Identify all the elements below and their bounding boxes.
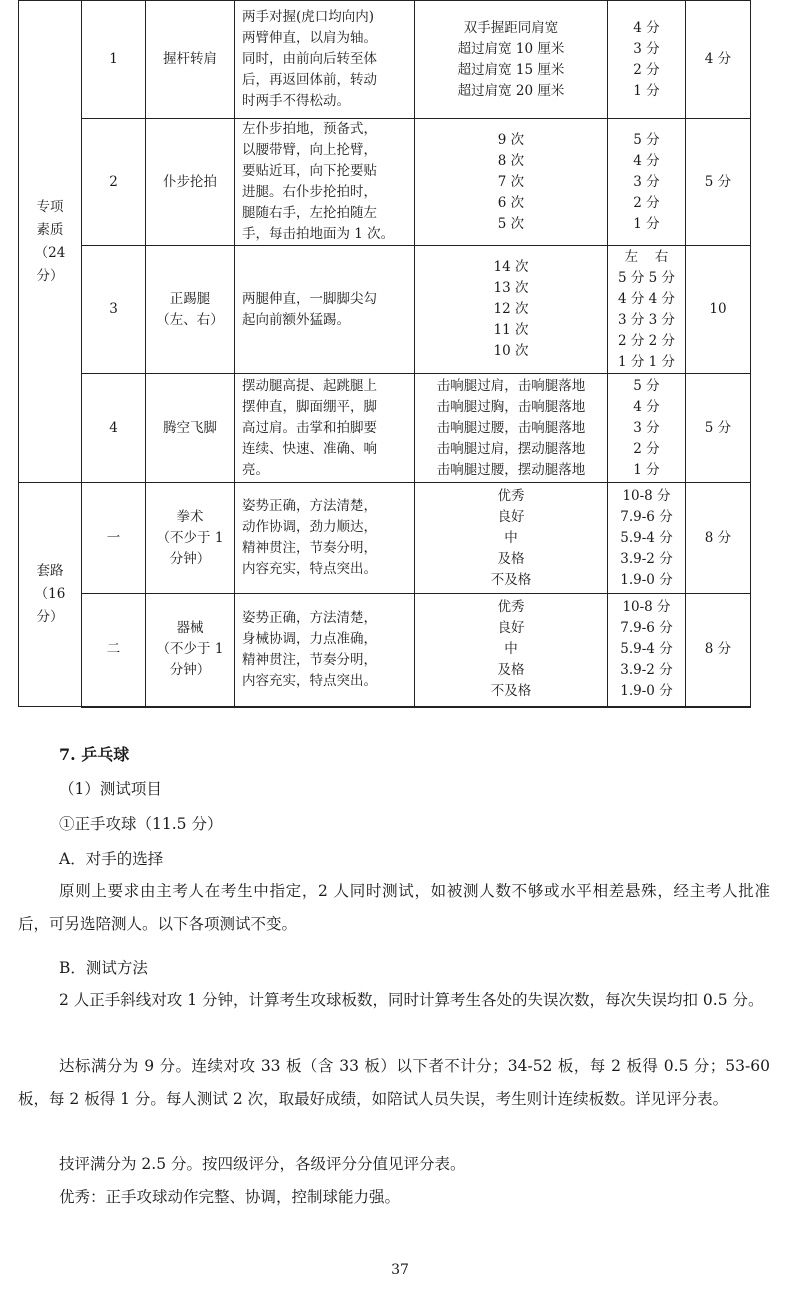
points-cell-line: 10-8 分 (622, 599, 671, 616)
criteria-cell-line: 13 次 (493, 280, 529, 296)
subheading-method: B．测试方法 (59, 959, 148, 977)
item-description-line: 两臂伸直，以肩为轴。 (242, 30, 377, 46)
criteria-cell-line: 中 (504, 641, 518, 658)
points-cell-line: 2 分 (633, 61, 660, 78)
points-right: 1 分 (648, 353, 676, 370)
category-cell-line: 专项 (36, 198, 64, 215)
item-description-line: 同时，由前向后转至体 (242, 51, 377, 67)
points-cell-line: 10-8 分 (622, 487, 671, 504)
item-number: 4 (82, 374, 146, 483)
points-header (608, 247, 685, 268)
item-description-line: 动作协调，劲力顺达， (242, 519, 377, 535)
points-cell-line: 1 分 (633, 461, 660, 478)
item-number: 2 (82, 119, 146, 246)
points-right: 4 分 (648, 290, 676, 307)
item-name-line: （不少于 1 (156, 641, 224, 658)
points-cell (608, 594, 686, 707)
criteria-cell-line: 双手握距同肩宽 (463, 19, 559, 36)
criteria-cell-line: 及格 (497, 662, 525, 679)
criteria-cell-line: 超过肩宽 20 厘米 (457, 82, 565, 99)
item-description-line: 时两手不得松动。 (242, 93, 350, 109)
criteria-cell-line: 8 次 (497, 152, 525, 169)
criteria-cell-line: 优秀 (497, 599, 525, 616)
paragraph-excellent: 优秀：正手攻球动作完整、协调，控制球能力强。 (59, 1188, 401, 1206)
total-points: 8 分 (686, 483, 751, 594)
item-number: 一 (82, 483, 146, 594)
item-description-line: 连续、快速、准确、响 (242, 440, 377, 457)
item-name-line: 握杆转肩 (163, 51, 217, 67)
criteria-cell-line: 中 (504, 529, 518, 546)
table-row (19, 1, 751, 119)
points-right: 2 分 (648, 332, 676, 349)
section-heading: 7. 乒乓球 (59, 745, 130, 764)
subheading-opponent: A．对手的选择 (59, 850, 164, 868)
criteria-cell-line: 11 次 (493, 322, 529, 338)
item-description-line: 高过肩。击掌和拍脚要 (242, 419, 377, 436)
criteria-cell-line: 击响腿过胸，击响腿落地 (436, 398, 586, 415)
item-name-line: 分钟） (169, 662, 211, 679)
category-cell-line: （16 (34, 586, 66, 602)
criteria-cell-line: 击响腿过肩，击响腿落地 (436, 377, 586, 394)
points-cell-line: 7.9-6 分 (620, 620, 673, 637)
points-pair (608, 289, 685, 310)
points-pair (608, 310, 685, 331)
item-description (235, 374, 415, 483)
category-cell-line: （24 (34, 244, 66, 261)
item-description-line: 精神贯注，节奏分明， (242, 540, 377, 556)
points-cell-line: 3 分 (633, 40, 660, 57)
item-description-line: 进腿。右仆步抡拍时， (242, 184, 377, 200)
criteria-cell-line: 击响腿过腰，击响腿落地 (436, 419, 586, 436)
item-description-line: 以腰带臂，向上抡臂， (242, 142, 377, 158)
item-description-line: 腿随右手，左抡拍随左 (242, 205, 377, 221)
points-cell-line: 3 分 (633, 173, 660, 190)
item-description-line: 摆动腿高提、起跳腿上 (242, 377, 377, 394)
item-description-line: 后，再返回体前，转动 (242, 72, 377, 88)
points-left: 4 分 (617, 290, 645, 307)
criteria-cell-line: 优秀 (497, 487, 525, 504)
points-pair (608, 331, 685, 352)
paragraph-scoring: 达标满分为 9 分。连续对攻 33 板（含 33 板）以下者不计分；34-52 板，每 2 板得 0.5 分；53-60 板，每 2 板得 1 分。每人测试 2 次，取最好成绩，如陪试人员失误，考生则计连续板数。详见评分表。 (18, 1057, 770, 1108)
category-cell (19, 483, 82, 707)
points-header-left: 左 (624, 248, 639, 265)
criteria-cell-line: 超过肩宽 10 厘米 (457, 40, 565, 57)
paragraph-opponent: 原则上要求由主考人在考生中指定，2 人同时测试，如被测人数不够或水平相差悬殊，经主考人批准后，可另选陪测人。以下各项测试不变。 (18, 882, 770, 933)
item-description-line: 内容充实，特点突出。 (242, 561, 377, 577)
criteria-cell-line: 超过肩宽 15 厘米 (457, 61, 565, 78)
points-cell (608, 1, 686, 119)
item-name (146, 374, 235, 483)
item-name-line: （左、右） (156, 311, 224, 328)
criteria-cell-line: 12 次 (493, 301, 529, 317)
item-description-line: 姿势正确，方法清楚， (242, 498, 377, 514)
item-name-line: 正踢腿 (169, 290, 211, 307)
criteria-cell-line: 良好 (497, 620, 525, 637)
item-name-line: 腾空飞脚 (163, 419, 217, 436)
points-cell-line: 1.9-0 分 (620, 683, 673, 700)
table-row (19, 374, 751, 483)
item-description-line: 左仆步拍地，预备式， (242, 121, 377, 137)
points-cell-line: 4 分 (633, 19, 660, 36)
item-number: 1 (82, 1, 146, 119)
criteria-cell-line: 良好 (497, 508, 525, 525)
item-name (146, 119, 235, 246)
item-name (146, 594, 235, 707)
criteria-cell-line: 9 次 (497, 131, 525, 148)
page-number: 37 (391, 1262, 409, 1278)
item-name-line: 器械 (176, 620, 204, 637)
points-cell (608, 246, 686, 374)
total-points: 4 分 (686, 1, 751, 119)
points-cell-line: 5 分 (633, 377, 660, 394)
criteria-cell-line: 击响腿过腰，摆动腿落地 (436, 461, 586, 478)
criteria-cell-line: 14 次 (493, 259, 529, 275)
item-description (235, 246, 415, 374)
points-cell-line: 4 分 (633, 398, 660, 415)
item-description-line: 两手对握(虎口均向内) (242, 9, 375, 25)
item-description-line: 内容充实，特点突出。 (242, 672, 377, 689)
criteria-cell-line: 7 次 (497, 173, 525, 190)
item-name-line: 拳术 (176, 508, 204, 525)
total-points: 5 分 (686, 119, 751, 246)
points-cell-line: 4 分 (633, 152, 660, 169)
points-cell (608, 374, 686, 483)
category-cell-line: 分） (36, 267, 64, 284)
points-cell-line: 7.9-6 分 (620, 508, 673, 525)
item-description (235, 483, 415, 594)
paragraph-technique: 技评满分为 2.5 分。按四级评分，各级评分分值见评分表。 (59, 1155, 466, 1173)
item-description-line: 要贴近耳，向下抡要贴 (242, 163, 377, 179)
points-cell-line: 1.9-0 分 (620, 571, 673, 588)
item-description-line: 姿势正确，方法清楚， (242, 609, 377, 626)
item-number: 3 (82, 246, 146, 374)
points-cell-line: 2 分 (633, 440, 660, 457)
item-name (146, 246, 235, 374)
points-right: 5 分 (648, 269, 676, 286)
criteria-cell-line: 6 次 (497, 194, 525, 211)
points-left: 2 分 (617, 332, 645, 349)
points-cell-line: 3 分 (633, 419, 660, 436)
item-name-line: （不少于 1 (156, 529, 224, 546)
criteria-cell (415, 594, 608, 707)
item-description-line: 精神贯注，节奏分明， (242, 651, 377, 668)
paragraph-method: 2 人正手斜线对攻 1 分钟，计算考生攻球板数，同时计算考生各处的失误次数，每次失误均扣 0.5 分。 (59, 991, 764, 1009)
points-cell-line: 1 分 (633, 82, 660, 99)
item-description-line: 手，每击拍地面为 1 次。 (242, 226, 395, 242)
points-cell (608, 483, 686, 594)
item-name-line: 分钟） (169, 550, 211, 567)
item-number: 二 (82, 594, 146, 707)
points-left: 1 分 (617, 353, 645, 370)
criteria-cell-line: 不及格 (490, 571, 532, 588)
item-description (235, 119, 415, 246)
item-name (146, 483, 235, 594)
scoring-table (18, 0, 751, 708)
points-header-right: 右 (654, 248, 669, 265)
table-row (19, 119, 751, 246)
item-description-line: 两腿伸直，一脚脚尖勾 (242, 290, 377, 307)
total-points: 10 (686, 246, 751, 374)
points-left: 3 分 (617, 311, 645, 328)
item-description (235, 594, 415, 707)
points-left: 5 分 (617, 269, 645, 286)
table-row (19, 594, 751, 707)
points-pair (608, 268, 685, 289)
criteria-cell (415, 1, 608, 119)
points-cell-line: 5.9-4 分 (620, 529, 673, 546)
criteria-cell-line: 击响腿过肩，摆动腿落地 (436, 440, 586, 457)
criteria-cell (415, 246, 608, 374)
criteria-cell-line: 5 次 (497, 215, 525, 232)
item-name (146, 1, 235, 119)
category-cell-line: 套路 (36, 563, 64, 579)
criteria-cell-line: 10 次 (493, 343, 529, 359)
table-row (19, 483, 751, 594)
criteria-cell (415, 483, 608, 594)
criteria-cell (415, 374, 608, 483)
category-cell (19, 1, 82, 483)
criteria-cell-line: 不及格 (490, 683, 532, 700)
points-cell-line: 5 分 (633, 131, 660, 148)
criteria-cell (415, 119, 608, 246)
subheading-forehand: ①正手攻球（11.5 分） (59, 815, 223, 833)
points-cell-line: 3.9-2 分 (620, 662, 673, 679)
total-points: 5 分 (686, 374, 751, 483)
points-cell-line: 2 分 (633, 194, 660, 211)
item-description-line: 身械协调，力点准确， (242, 630, 377, 647)
criteria-cell-line: 及格 (497, 550, 525, 567)
points-pair (608, 352, 685, 373)
item-description-line: 亮。 (242, 461, 269, 478)
item-name-line: 仆步抡拍 (163, 173, 217, 190)
category-cell-line: 分） (36, 609, 64, 625)
table-row (19, 246, 751, 374)
total-points: 8 分 (686, 594, 751, 707)
category-cell-line: 素质 (36, 221, 64, 238)
item-description-line: 摆伸直，脚面绷平，脚 (242, 398, 377, 415)
points-cell (608, 119, 686, 246)
points-cell-line: 5.9-4 分 (620, 641, 673, 658)
points-cell-line: 1 分 (633, 215, 660, 232)
subheading-test-items: （1）测试项目 (59, 780, 162, 798)
item-description-line: 起向前额外猛踢。 (242, 311, 350, 328)
points-right: 3 分 (648, 311, 676, 328)
item-description (235, 1, 415, 119)
points-cell-line: 3.9-2 分 (620, 550, 673, 567)
